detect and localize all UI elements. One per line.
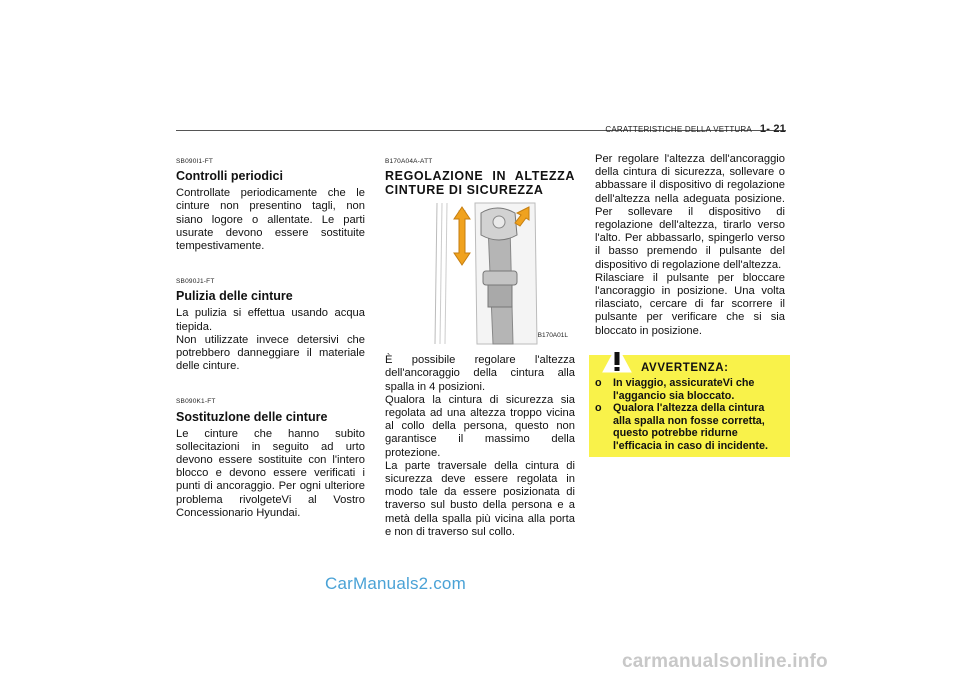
bullet: o	[595, 377, 602, 389]
warning-title: AVVERTENZA:	[641, 362, 729, 374]
warning-item: o Qualora l'altezza della cintura alla spalla non fosse corretta, questo potrebbe ridurne l'efficacia in caso di incidente.	[595, 402, 768, 452]
seatbelt-height-adjuster-illustration	[385, 201, 574, 346]
section-body: Non utilizzate invece detersivi che potrebbero danneggiare il materiale delle cinture.	[176, 333, 365, 373]
paragraph: La parte traversale della cintura di sicurezza deve essere regolata in modo tale da essere posizionata di traverso sul busto della persona e a metà della spalla più vicina alla porta e non di traverso sul collo.	[385, 459, 575, 538]
section-code: B170A04A-ATT	[385, 158, 433, 165]
bullet: o	[595, 402, 602, 415]
column-left	[176, 155, 365, 542]
paragraph: Qualora la cintura di sicurezza sia regolata ad una altezza troppo vicina al collo della persona, questo non garantisce il massimo della protezione.	[385, 393, 575, 459]
section-code: SB090K1-FT	[176, 398, 216, 406]
section-heading: REGOLAZIONE IN ALTEZZA CINTURE DI SICUREZZA	[385, 169, 575, 198]
section-code: SB090J1-FT	[176, 278, 215, 286]
section-cleaning	[176, 275, 365, 373]
seatbelt-figure	[385, 201, 574, 346]
paragraph: Rilasciare il pulsante per bloccare l'ancoraggio in posizione. Una volta rilasciato, cercare di far scorrere il pulsante per verificare che si sia bloccato in posizione.	[595, 271, 785, 337]
warning-list	[595, 377, 785, 453]
section-heading: Pulizia delle cinture	[176, 289, 293, 304]
watermark-carmanualsonline: carmanualsonline.info	[622, 651, 828, 672]
section-code: SB090I1-FT	[176, 158, 214, 165]
paragraph: Per regolare l'altezza dell'ancoraggio della cintura di sicurezza, sollevare o abbassare il dispositivo di regolazione dell'altezza nella adeguata posizione. Per sollevare il dispositivo di regolazione dell'altezza, tirarlo verso l'alto. Per abbassarlo, spingerlo verso il basso premendo il pulsante del dispositivo di regolazione dell'altezza.	[595, 153, 785, 271]
warning-triangle-icon	[602, 345, 632, 373]
section-title: CARATTERISTICHE DELLA VETTURA	[605, 125, 752, 134]
section-heading: Controlli periodici	[176, 169, 283, 184]
section-heading: Sostituzlone delle cinture	[176, 409, 328, 424]
section-body: Le cinture che hanno subito sollecitazioni in seguito ad urto devono essere sostituite con l'intero blocco e devono essere verificati i punti di ancoraggio. Per ogni ulteriore problema rivolgeteVi al Vostro Concessionario Hyundai.	[176, 427, 365, 519]
column-right	[595, 153, 785, 338]
page-header	[605, 123, 786, 135]
column-middle	[385, 155, 575, 539]
page-number: 1- 21	[759, 123, 786, 135]
section-replacement	[176, 395, 365, 520]
watermark-carmanuals2[interactable]: CarManuals2.com	[325, 574, 466, 593]
warning-item: o In viaggio, assicurateVi che l'aggancio sia bloccato.	[595, 377, 755, 402]
section-body: Controllate periodicamente che le cinture non presentino tagli, non siano logore o allentate. Le parti usurate devono essere sostituite tempestivamente.	[176, 187, 365, 253]
warning-box	[589, 355, 790, 457]
figure-label: B170A01L	[537, 332, 568, 339]
paragraph: È possibile regolare l'altezza dell'ancoraggio della cintura alla spalla in 4 posizioni.	[385, 354, 575, 393]
section-body: La pulizia si effettua usando acqua tiepida.	[176, 307, 365, 333]
section-periodic-checks	[176, 155, 365, 253]
